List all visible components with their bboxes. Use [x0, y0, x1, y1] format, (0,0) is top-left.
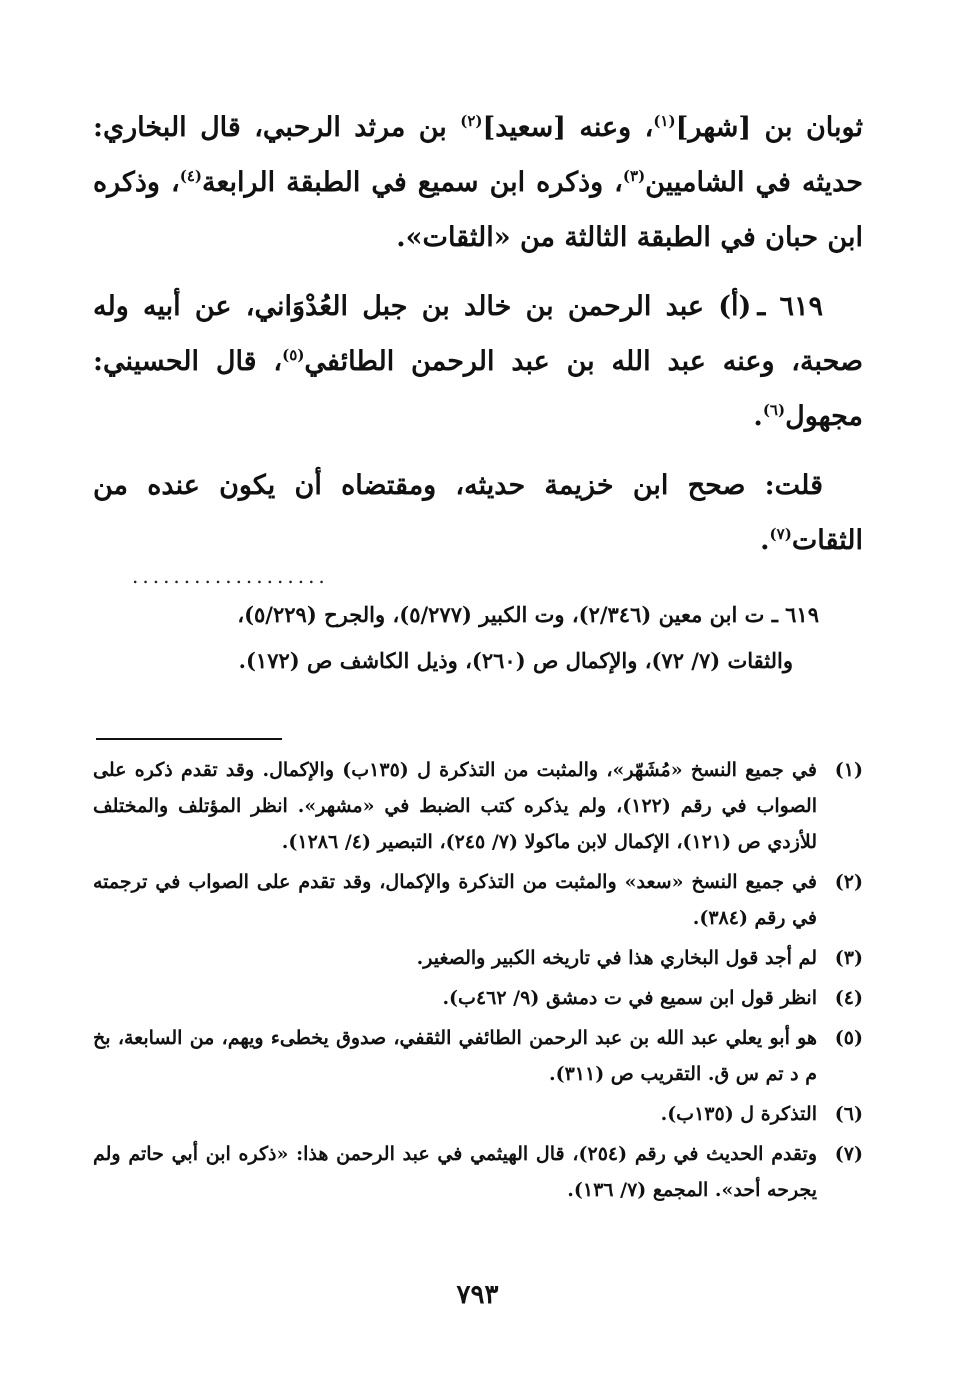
footnote-number: (٦)	[834, 1103, 863, 1125]
footnote-text: التذكرة ل (١٣٥ب).	[660, 1103, 817, 1125]
footnote-ref-4[interactable]: (٤)	[179, 167, 202, 185]
footnote-5	[93, 1020, 863, 1092]
text-segment: .	[760, 525, 770, 556]
text-segment: ، وذكره ابن سميع في الطبقة الرابعة	[202, 167, 623, 198]
entry-number: ٦١٩ ـ	[757, 291, 823, 322]
footnote-7	[93, 1136, 863, 1208]
footnote-ref-1[interactable]: (١)	[653, 112, 676, 130]
footnote-number: (٥)	[834, 1027, 863, 1049]
footnote-6	[93, 1096, 863, 1132]
separator-dots: ...................	[132, 564, 329, 588]
sources-block	[89, 592, 819, 684]
footnote-text: في جميع النسخ «مُشَهّر»، والمثبت من التذكرة ل (١٣٥ب) والإكمال. وقد تقدم ذكره على الصواب في رقم (١٢٢)، ولم يذكره كتب الضبط في «مشهر». انظر المؤتلف والمختلف للأزدي ص (١٢١)، الإكمال لابن ماكولا (٧/ ٢٤٥)، التبصير (٤/ ١٢٨٦).	[93, 759, 818, 853]
footnote-number: (١)	[834, 759, 863, 781]
footnote-number: (٤)	[834, 987, 863, 1009]
footnote-text: وتقدم الحديث في رقم (٢٥٤)، قال الهيثمي في عبد الرحمن هذا: «ذكره ابن أبي حاتم ولم يجرحه أحد». المجمع (٧/ ١٣٦).	[93, 1143, 817, 1201]
main-text	[93, 100, 863, 582]
footnotes-list	[93, 752, 863, 1212]
footnote-3	[93, 940, 863, 976]
paragraph-3	[93, 458, 863, 568]
footnote-number: (٧)	[834, 1143, 863, 1165]
text-segment: ، وذكره ابن حبان في الطبقة الثالثة من «الثقات».	[93, 167, 863, 253]
footnote-ref-3[interactable]: (٣)	[622, 167, 646, 185]
footnote-ref-5[interactable]: (٥)	[282, 346, 305, 364]
footnote-number: (٣)	[834, 947, 863, 969]
page-number: ٧٩٣	[456, 1280, 499, 1310]
footnote-text: لم أجد قول البخاري هذا في تاريخه الكبير والصغير.	[416, 947, 817, 969]
footnote-text: انظر قول ابن سميع في ت دمشق (٩/ ٤٦٢ب).	[442, 987, 817, 1009]
text-segment: (أ) عبد الرحمن بن خالد بن جبل العُدْوَاني، عن أبيه وله صحبة، وعنه عبد الله بن عبد الرحمن الطائفي	[93, 291, 864, 377]
footnote-2	[93, 864, 863, 936]
footnote-4	[93, 980, 863, 1016]
sources-line-2: والثقات (٧/ ٧٢)، والإكمال ص (٢٦٠)، وذيل الكاشف ص (١٧٢).	[238, 648, 793, 673]
footnote-divider	[96, 738, 282, 740]
footnote-ref-2[interactable]: (٢)	[460, 112, 483, 130]
paragraph-1	[93, 100, 863, 265]
text-segment: .	[753, 401, 763, 432]
paragraph-2	[93, 279, 863, 444]
text-segment: بن مرثد الرحبي، قال البخاري: حديثه في الشاميين	[93, 112, 863, 198]
text-segment: قلت: صحح ابن خزيمة حديثه، ومقتضاه أن يكون عنده من الثقات	[93, 470, 863, 556]
text-segment: ، وعنه [سعيد]	[482, 112, 654, 143]
footnote-1	[93, 752, 863, 860]
text-segment: ، قال الحسيني: مجهول	[93, 346, 863, 432]
footnote-number: (٢)	[834, 871, 863, 893]
footnote-text: هو أبو يعلي عبد الله بن عبد الرحمن الطائفي الثقفي، صدوق يخطىء ويهم، من السابعة، بخ م د تم س ق. التقريب ص (٣١١).	[93, 1027, 817, 1085]
sources-line-1: ٦١٩ ـ ت ابن معين (٢/٣٤٦)، وت الكبير (٥/٢٧٧)، والجرح (٥/٢٢٩)،	[237, 602, 819, 627]
footnote-ref-6[interactable]: (٦)	[762, 401, 786, 419]
text-segment: ثوبان بن [شهر]	[675, 112, 864, 143]
footnote-text: في جميع النسخ «سعد» والمثبت من التذكرة والإكمال، وقد تقدم على الصواب في ترجمته في رقم (٣٨٤).	[93, 871, 817, 929]
footnote-ref-7[interactable]: (٧)	[769, 525, 792, 543]
